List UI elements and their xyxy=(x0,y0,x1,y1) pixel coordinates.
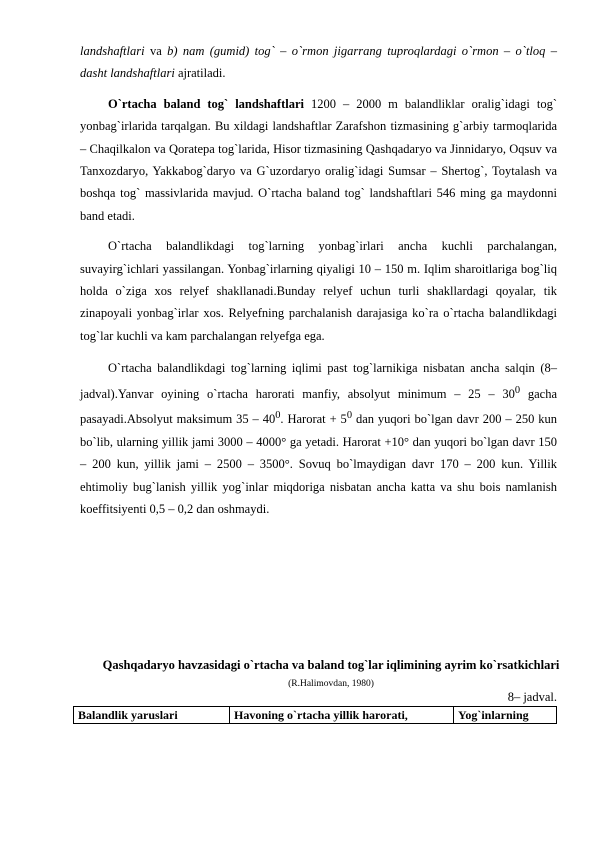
text-part: dan yuqori bo`lgan davr 200 – 250 kun bo`lib, ularning yillik jami 3000 – 4000° ga yetadi. Harorat +10° dan yuqori bo`lgan davr 150 – 200 kun, yillik jami – 2500 – 3500°. Sovuq bo`lmaydigan davr 170 – 200 kun. Yillik ehtimoliy bug`lanish yillik yog`inlar miqdoriga nisbatan ancha katta va shu bois namlanish koeffitsiyenti 0,5 – 0,2 dan oshmaydi. xyxy=(80,412,558,517)
caption-source: (R.Halimovdan, 1980) xyxy=(288,679,374,689)
body-text xyxy=(80,40,557,520)
climate-table xyxy=(73,706,557,724)
table-header-row xyxy=(74,707,557,724)
text-part: O`rtacha balandlikdagi tog`larning iqlimi past tog`larnikiga nisbatan ancha salqin (8– jadval).Yanvar oyining o`rtacha harorati manfiy, absolyut minimum – 25 – 30 xyxy=(80,361,557,401)
paragraph-text: O`rtacha balandlikdagi tog`larning yonbag`irlari ancha kuchli parchalangan, suvayirg`ichlari yassilangan. Yonbag`irlarning qiyaligi 10 – 150 m. Iqlim sharoitlariga bog`liq holda o`ziga xos relyef shakllanadi.Bunday relyef uchun turli shakllardagi qoyalar, tik zinapoyali yonbag`irlar xos. Relyefning parchalanish darajasiga ko`ra o`rtacha balandlikdagi tog`lar kuchli va kam parchalangan relyefga ega. xyxy=(80,239,557,343)
italic-landscape-name: b) nam (gumid) tog` – o`rmon jigarrang tuproqlardagi o`rmon – o`tloq – dasht landshaftlari xyxy=(80,44,557,81)
superscript: 0 xyxy=(514,384,521,396)
italic-term: landshaftlari xyxy=(80,44,145,58)
conjunction: va xyxy=(144,44,168,58)
superscript: 0 xyxy=(346,410,353,422)
table-caption xyxy=(100,657,562,693)
superscript: 0 xyxy=(275,410,281,422)
table-number: 8– jadval. xyxy=(507,690,557,704)
paragraph-mid-mountain-landscapes xyxy=(80,93,557,227)
header-altitude-tiers: Balandlik yaruslari xyxy=(74,707,230,724)
header-mean-annual-temperature: Havoning o`rtacha yillik harorati, xyxy=(230,707,454,724)
header-precipitation: Yog`inlarning xyxy=(454,707,557,724)
sentence-end: ajratiladi. xyxy=(174,66,226,81)
text-part: gacha pasayadi.Absolyut maksimum 35 – 40 xyxy=(80,386,557,427)
paragraph-relief xyxy=(80,235,557,347)
caption-title: Qashqadaryo havzasidagi o`rtacha va baland tog`lar iqlimining ayrim ko`rsatkichlari xyxy=(102,658,560,672)
bold-heading: O`rtacha baland tog` landshaftlari xyxy=(108,96,304,111)
text-part: . Harorat + 5 xyxy=(280,412,347,427)
paragraph-climate xyxy=(80,357,557,520)
paragraph-text: 1200 – 2000 m balandliklar oralig`idagi tog` yonbag`irlarida tarqalgan. Bu xildagi landshaftlar Zarafshon tizmasining g`arbiy tarmoqlarida – Chaqilkalon va Qoratepa tog`larida, Hisor tizmasining Qashqadaryo va Jinnidaryo, Oqsuv va Tanxozdaryo, Yakkabog`daryo va G`uzordaryo oralig`idagi Sumsar – Shertog`, Toytalash va boshqa tog` massivlarida mavjud. O`rtacha baland tog` landshaftlari 546 ming ga maydonni band etadi. xyxy=(80,96,558,223)
paragraph-landscape-types xyxy=(80,40,557,85)
